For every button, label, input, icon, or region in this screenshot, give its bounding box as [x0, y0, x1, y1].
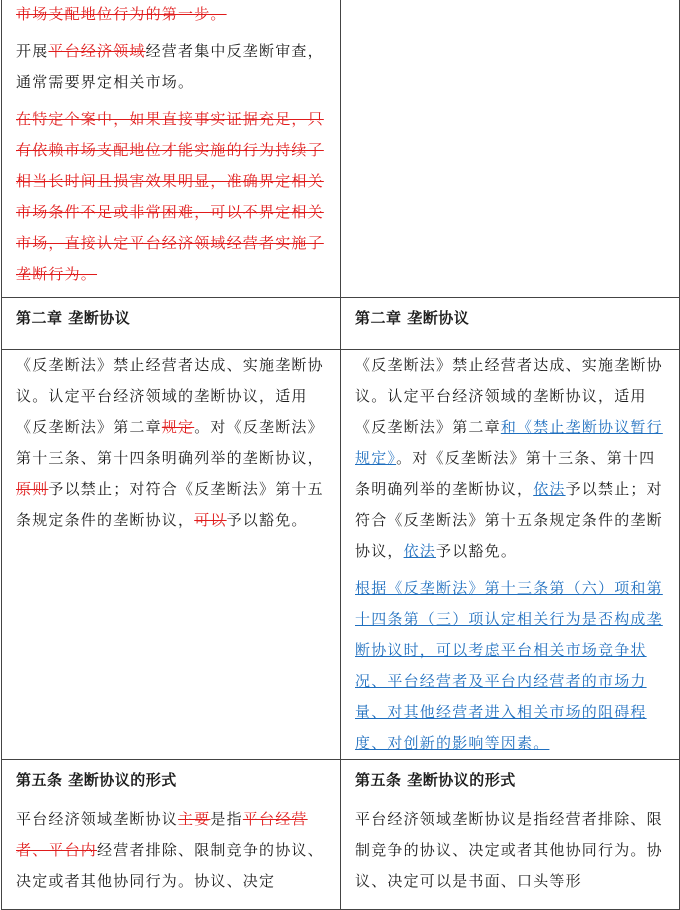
text-run: 经营者集中反垄断审查，通常需要界定相关市场。 [16, 42, 324, 91]
paragraph [16, 804, 326, 897]
paragraph [16, 350, 326, 536]
text-run: 予以豁免。 [226, 511, 308, 529]
inserted-text: 和《禁止垄断协议暂行规定》 [355, 418, 663, 467]
deleted-text: 平台经营者、平台内 [16, 810, 308, 859]
paragraph [16, 104, 326, 290]
deleted-text: 市场支配地位行为的第一步。 [16, 5, 227, 23]
text-run: 予以豁免。 [436, 542, 518, 560]
new-text-cell [341, 298, 680, 350]
deleted-text: 平台经济领域 [48, 42, 146, 60]
paragraph [355, 350, 665, 567]
paragraph [16, 36, 326, 98]
text-run: 。对《反垄断法》第十三条、第十四条明确列举的垄断协议， [355, 449, 656, 498]
text-run: 予以禁止；对符合《反垄断法》第十五条规定条件的垄断协议， [355, 480, 663, 560]
paragraph [355, 804, 665, 897]
deleted-text: 规定 [161, 418, 195, 436]
old-text-cell [2, 760, 341, 910]
text-run: 平台经济领域垄断协议是指经营者排除、限制竞争的协议、决定或者其他协同行为。协议、决定可以是书面、口头等形 [355, 810, 663, 890]
text-run: 平台经济领域垄断协议 [16, 810, 179, 828]
text-run: 《反垄断法》禁止经营者达成、实施垄断协议。认定平台经济领域的垄断协议，适用《反垄断法》第二章 [16, 356, 324, 436]
deleted-text: 主要 [178, 810, 211, 828]
table-row [2, 760, 680, 910]
article-heading: 第五条 垄断协议的形式 [355, 771, 516, 789]
old-text-cell [2, 350, 341, 760]
paragraph [355, 573, 665, 759]
table-row [2, 350, 680, 760]
text-run: 开展 [16, 42, 49, 60]
chapter-heading: 第二章 垄断协议 [16, 309, 131, 327]
article-heading: 第五条 垄断协议的形式 [16, 771, 177, 789]
new-text-cell [341, 350, 680, 760]
table-row [2, 298, 680, 350]
old-text-cell [2, 298, 341, 350]
old-text-cell [2, 0, 341, 298]
text-run: 予以禁止；对符合《反垄断法》第十五条规定条件的垄断协议， [16, 480, 324, 529]
inserted-text: 依法 [403, 542, 437, 560]
comparison-table [1, 0, 680, 910]
new-text-cell [341, 0, 680, 298]
deleted-text: 原则 [16, 480, 49, 498]
new-text-cell [341, 760, 680, 910]
inserted-text: 根据《反垄断法》第十三条第（六）项和第十四条第（三）项认定相关行为是否构成垄断协议时，可以考虑平台相关市场竞争状况、平台经营者及平台内经营者的市场力量、对其他经营者进入相关市场的阻碍程度、对创新的影响等因素。 [355, 579, 663, 752]
deleted-text: 在特定个案中，如果直接事实证据充足，只有依赖市场支配地位才能实施的行为持续了相当长时间且损害效果明显，准确界定相关市场条件不足或非常困难，可以不界定相关市场，直接认定平台经济领域经营者实施了垄断行为。 [16, 110, 324, 283]
inserted-text: 依法 [533, 480, 566, 498]
text-run: 。对《反垄断法》第十三条、第十四条明确列举的垄断协议， [16, 418, 324, 467]
text-run: 《反垄断法》禁止经营者达成、实施垄断协议。认定平台经济领域的垄断协议，适用《反垄断法》第二章 [355, 356, 663, 436]
text-run: 经营者排除、限制竞争的协议、决定或者其他协同行为。协议、决定 [16, 841, 324, 890]
text-run: 是指 [210, 810, 243, 828]
paragraph [16, 0, 326, 30]
table-row [2, 0, 680, 298]
chapter-heading: 第二章 垄断协议 [355, 309, 470, 327]
deleted-text: 可以 [194, 511, 227, 529]
